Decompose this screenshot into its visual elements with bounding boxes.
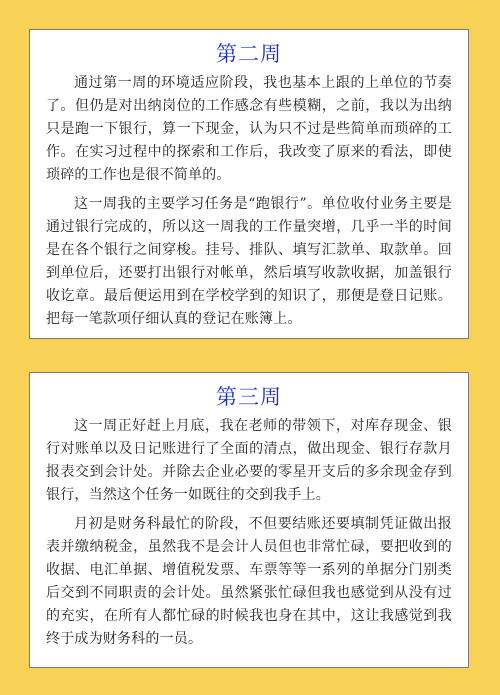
week-two-paragraph-2: 这一周我的主要学习任务是“跑银行”。单位收付业务主要是通过银行完成的，所以这一周我的工作量突增，几乎一半的时间是在各个银行之间穿梭。挂号、排队、填写汇款单、取款单。回到单位后，还要打出银行对帐单，然后填写收款收据，加盖银行收讫章。最后便运用到在学校学到的知识了，那便是登日记账。把每一笔款项仔细认真的登记在账簿上。 — [46, 196, 452, 327]
week-three-title: 第三周 — [216, 385, 282, 409]
week-three-paragraph-1: 这一周正好赶上月底，我在老师的带领下，对库存现金、银行对账单以及日记账进行了全面的清点，做出现金、银行存款月报表交到会计处。并除去企业必要的零星开支后的多余现金存到银行，当然这个任务一如既往的交到我手上。 — [46, 418, 452, 503]
week-two-title: 第二周 — [216, 42, 282, 66]
week-two-paragraph-1: 通过第一周的环境适应阶段，我也基本上跟的上单位的节奏了。但仍是对出纳岗位的工作感念有些模糊，之前，我以为出纳只是跑一下银行，算一下现金，认为只不过是些简单而琐碎的工作。在实习过程中的探索和工作后，我改变了原来的看法，即使琐碎的工作也是很不简单的。 — [46, 75, 452, 183]
week-two-card — [29, 29, 469, 339]
week-three-paragraph-2: 月初是财务科最忙的阶段，不但要结账还要填制凭证做出报表并缴纳税金，虽然我不是会计人员但也非常忙碌，要把收到的收据、电汇单据、增值税发票、车票等等一系列的单据分门别类后交到不同职责的会计处。虽然紧张忙碌但我也感觉到从没有过的充实，在所有人都忙碌的时候我也身在其中，这让我感觉到我终于成为财务科的一员。 — [46, 516, 452, 647]
week-three-card — [29, 372, 469, 668]
